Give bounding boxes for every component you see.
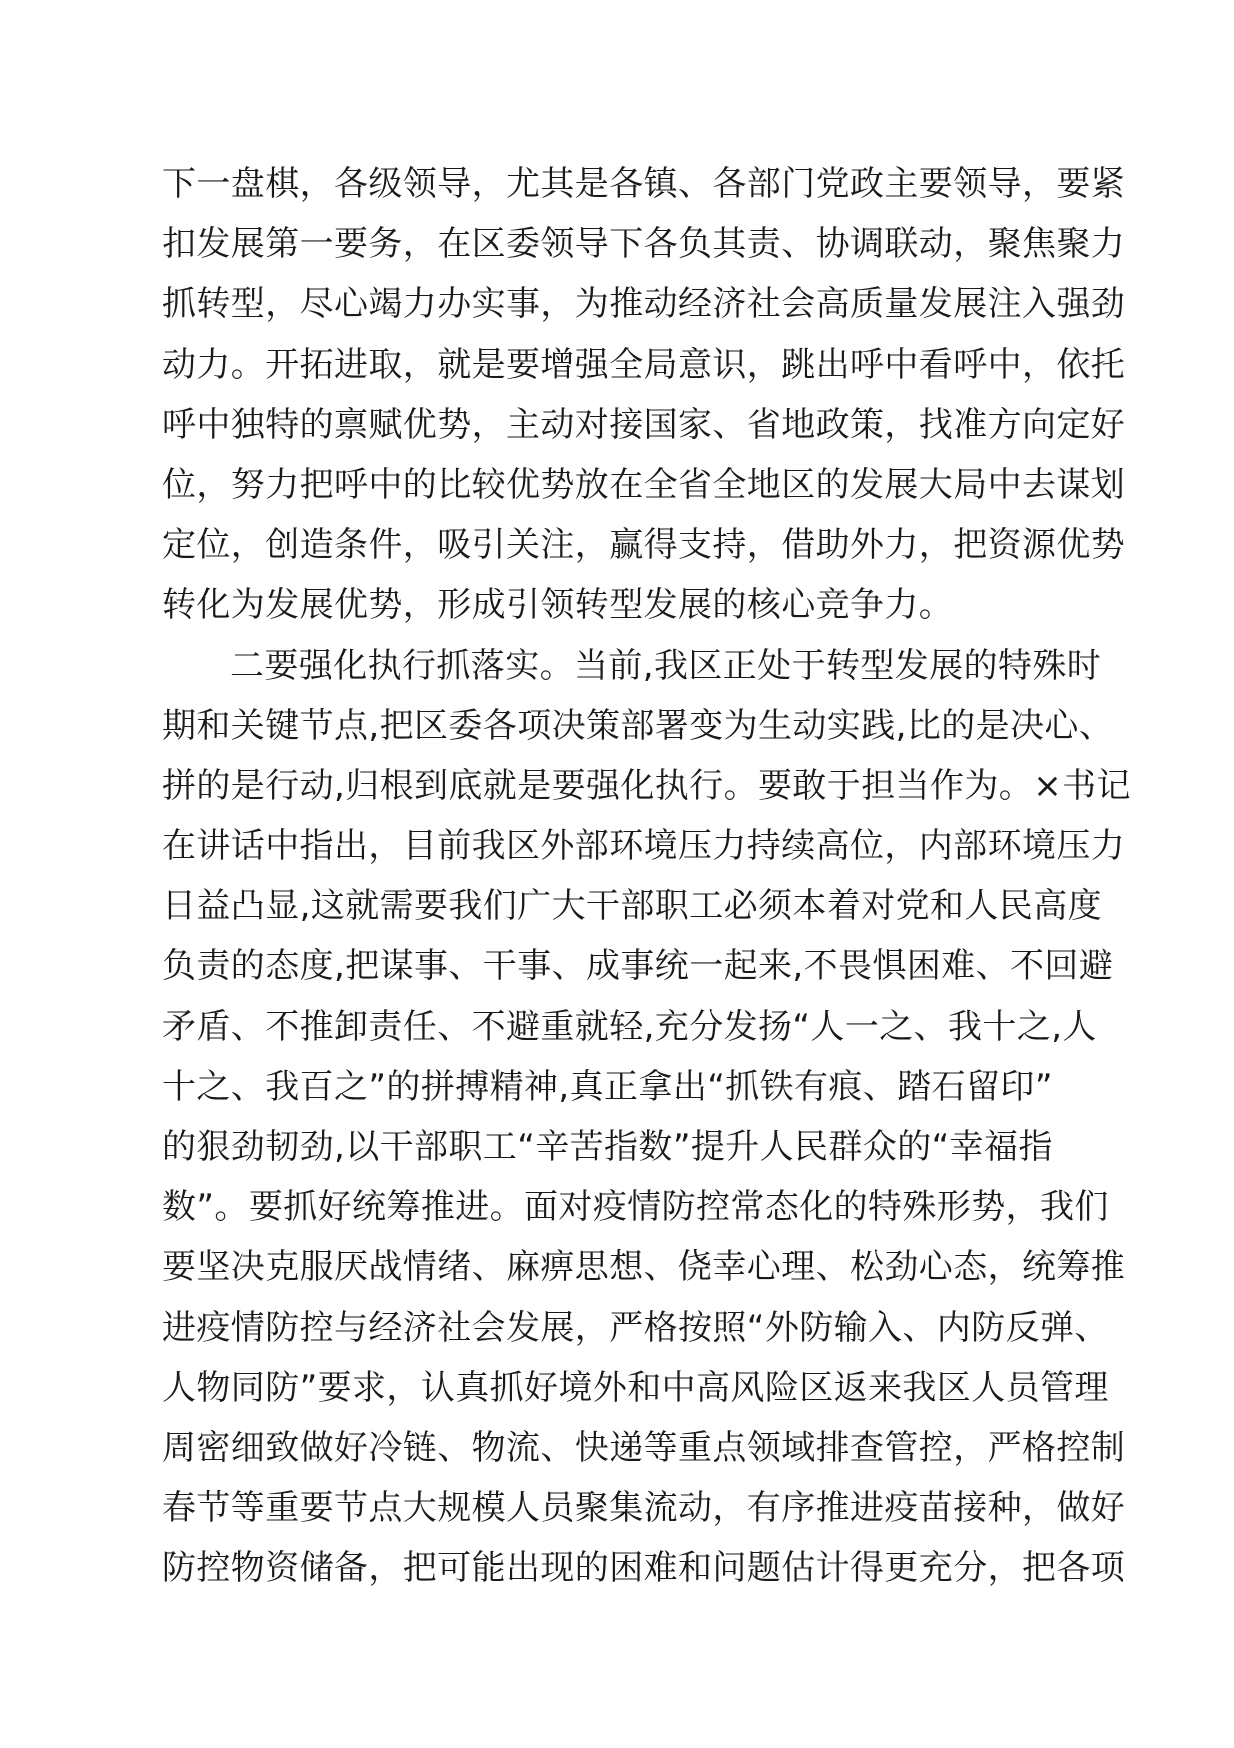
document-body [162, 154, 1131, 1599]
text-line: 人物同防”要求，认真抓好境外和中高风险区返来我区人员管理 [162, 1367, 1109, 1408]
text-line: 十之、我百之”的拼搏精神,真正拿出“抓铁有痕、踏石留印” [162, 1066, 1053, 1107]
text-line: 定位，创造条件，吸引关注，赢得支持，借助外力，把资源优势 [162, 525, 1126, 566]
text-line: 数”。要抓好统筹推进。面对疫情防控常态化的特殊形势，我们 [162, 1187, 1109, 1228]
text-line: 矛盾、不推卸责任、不避重就轻,充分发扬“人一之、我十之,人 [162, 1006, 1097, 1047]
text-line: 转化为发展优势，形成引领转型发展的核心竞争力。 [162, 585, 954, 626]
text-line: 下一盘棋，各级领导，尤其是各镇、各部门党政主要领导，要紧 [162, 164, 1126, 204]
text-line: 动力。开拓进取，就是要增强全局意识，跳出呼中看呼中，依托 [162, 344, 1126, 385]
text-line: 拼的是行动,归根到底就是要强化执行。要敢于担当作为。×书记 [162, 765, 1131, 806]
text-line: 要坚决克服厌战情绪、麻痹思想、侥幸心理、松劲心态，统筹推 [162, 1247, 1126, 1288]
text-line: 周密细致做好冷链、物流、快递等重点领域排查管控，严格控制 [162, 1427, 1126, 1468]
text-line: 春节等重要节点大规模人员聚集流动，有序推进疫苗接种，做好 [162, 1488, 1126, 1529]
paragraph-heading-line: 二要强化执行抓落实。当前,我区正处于转型发展的特殊时 [230, 645, 1102, 686]
text-line: 的狠劲韧劲,以干部职工“辛苦指数”提升人民群众的“幸福指 [162, 1127, 1053, 1167]
text-line: 位，努力把呼中的比较优势放在全省全地区的发展大局中去谋划 [162, 464, 1126, 505]
text-line: 进疫情防控与经济社会发展，严格按照“外防输入、内防反弹、 [162, 1307, 1109, 1348]
text-line: 负责的态度,把谋事、干事、成事统一起来,不畏惧困难、不回避 [162, 946, 1114, 987]
text-line: 扣发展第一要务，在区委领导下各负其责、协调联动，聚焦聚力 [162, 224, 1126, 265]
text-line: 防控物资储备，把可能出现的困难和问题估计得更充分，把各项 [162, 1548, 1126, 1589]
text-line: 在讲话中指出，目前我区外部环境压力持续高位，内部环境压力 [162, 826, 1126, 867]
text-line: 呼中独特的禀赋优势，主动对接国家、省地政策，找准方向定好 [162, 404, 1126, 445]
text-line: 期和关键节点,把区委各项决策部署变为生动实践,比的是决心、 [162, 705, 1114, 746]
text-line: 抓转型，尽心竭力办实事，为推动经济社会高质量发展注入强劲 [162, 284, 1126, 325]
text-line: 日益凸显,这就需要我们广大干部职工必须本着对党和人民高度 [162, 886, 1103, 927]
